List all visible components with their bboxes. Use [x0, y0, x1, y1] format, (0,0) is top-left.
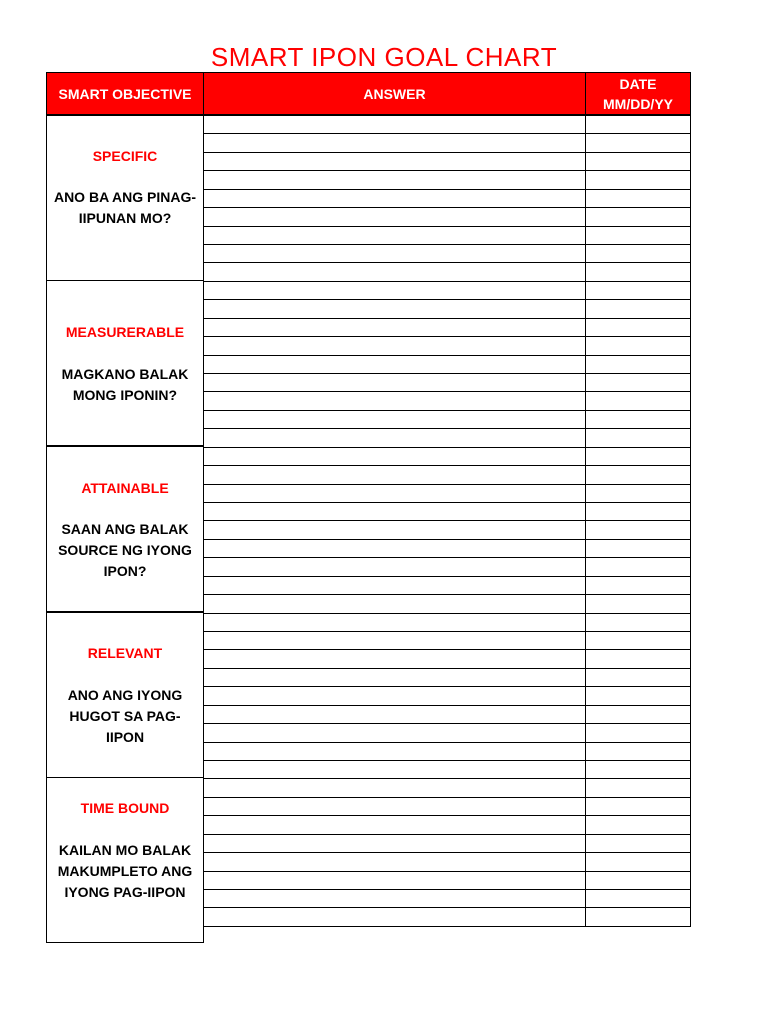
answer-row-line — [203, 336, 691, 337]
answer-row-line — [203, 594, 691, 595]
answer-row-line — [203, 170, 691, 171]
section-relevant — [46, 612, 204, 778]
answer-row-line — [203, 391, 691, 392]
answer-row-line — [203, 133, 691, 134]
section-attainable — [46, 446, 204, 612]
answer-row-line — [203, 226, 691, 227]
section-question: ANO BA ANG PINAG-IIPUNAN MO? — [53, 189, 197, 226]
answer-row-line — [203, 355, 691, 356]
answer-row-line — [203, 815, 691, 816]
header-date-label: DATE — [619, 75, 657, 92]
table-header — [46, 72, 691, 115]
answer-row-line — [203, 871, 691, 872]
answer-row-line — [203, 778, 691, 779]
section-label: SPECIFIC — [92, 148, 158, 164]
answer-row-line — [203, 852, 691, 853]
answer-row-line — [203, 668, 691, 669]
answer-row-line — [203, 373, 691, 374]
section-specific — [46, 115, 204, 281]
section-label: TIME BOUND — [80, 800, 170, 816]
answer-row-line — [203, 889, 691, 890]
answer-row-line — [203, 447, 691, 448]
answer-row-line — [203, 742, 691, 743]
answer-row-line — [203, 539, 691, 540]
answer-row-line — [203, 152, 691, 153]
section-time-bound — [46, 777, 204, 943]
answer-row-line — [203, 631, 691, 632]
answer-row-line — [203, 465, 691, 466]
answer-row-line — [203, 520, 691, 521]
grid-column-line — [585, 115, 586, 927]
answer-row-line — [203, 484, 691, 485]
answer-row-line — [203, 244, 691, 245]
answer-row-line — [203, 262, 691, 263]
answer-row-line — [203, 760, 691, 761]
section-question: KAILAN MO BALAK MAKUMPLETO ANG IYONG PAG-IIPON — [57, 842, 193, 900]
header-date-format: MM/DD/YY — [603, 95, 673, 112]
page-title: SMART IPON GOAL CHART — [210, 42, 558, 72]
answer-row-line — [203, 576, 691, 577]
answer-row-line — [203, 502, 691, 503]
answer-row-line — [203, 907, 691, 908]
answer-row-line — [203, 797, 691, 798]
section-label: ATTAINABLE — [81, 480, 169, 496]
grid-column-line — [203, 115, 204, 927]
header-date — [586, 73, 690, 114]
answer-row-line — [203, 557, 691, 558]
answer-row-line — [203, 686, 691, 687]
section-question: MAGKANO BALAK MONG IPONIN? — [61, 366, 189, 403]
answer-row-line — [203, 189, 691, 190]
header-smart-objective: SMART OBJECTIVE — [47, 73, 204, 114]
answer-grid — [203, 115, 691, 926]
answer-row-line — [203, 299, 691, 300]
answer-row-line — [203, 926, 691, 927]
section-label: RELEVANT — [87, 645, 163, 661]
answer-row-line — [203, 410, 691, 411]
answer-row-line — [203, 723, 691, 724]
answer-row-line — [203, 115, 691, 116]
answer-row-line — [203, 428, 691, 429]
answer-row-line — [203, 649, 691, 650]
answer-row-line — [203, 705, 691, 706]
answer-row-line — [203, 318, 691, 319]
section-question: SAAN ANG BALAK SOURCE NG IYONG IPON? — [58, 521, 192, 579]
grid-column-line — [690, 115, 691, 927]
answer-row-line — [203, 613, 691, 614]
section-measurable — [46, 280, 204, 446]
section-label: MEASURERABLE — [65, 324, 185, 340]
answer-row-line — [203, 281, 691, 282]
answer-row-line — [203, 207, 691, 208]
section-question: ANO ANG IYONG HUGOT SA PAG-IIPON — [67, 687, 183, 745]
answer-row-line — [203, 834, 691, 835]
header-answer: ANSWER — [204, 73, 586, 114]
